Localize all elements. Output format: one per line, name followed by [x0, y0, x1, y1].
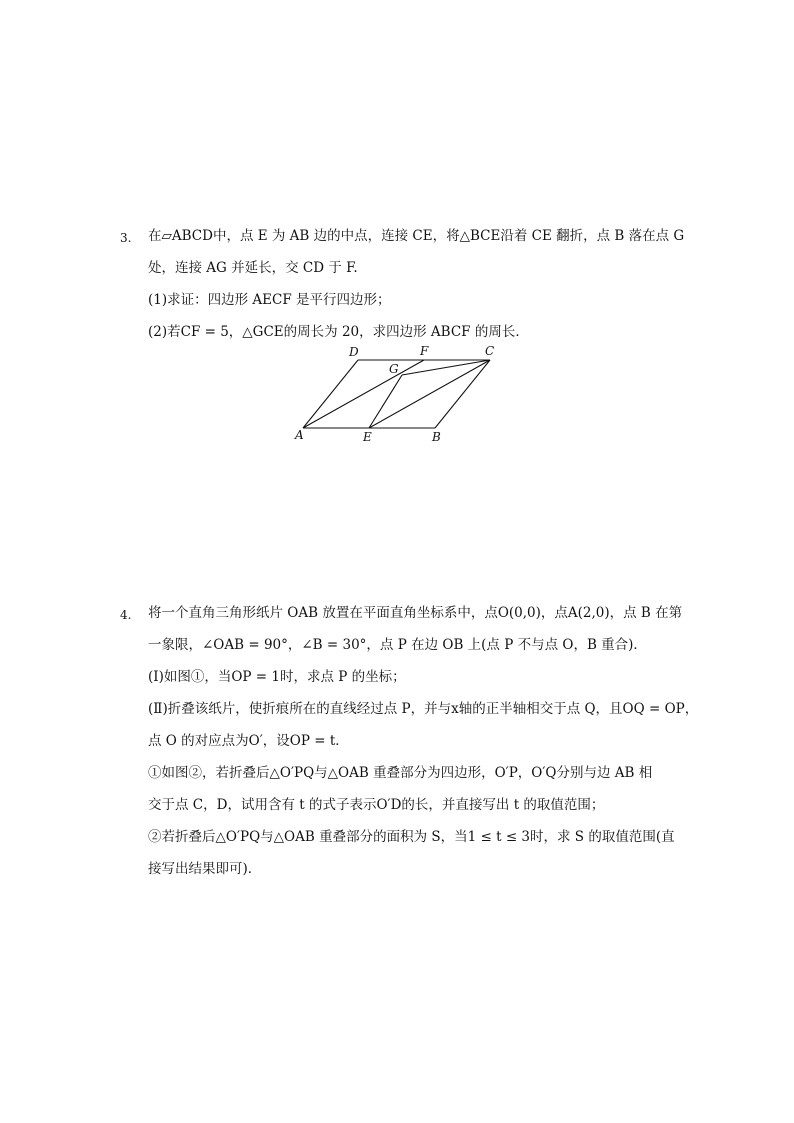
- problem-4-line-3: (Ⅰ)如图①，当OP = 1时，求点 P 的坐标；: [148, 669, 406, 685]
- segment-af: [303, 360, 424, 428]
- label-c: C: [485, 344, 495, 358]
- label-g: G: [389, 362, 399, 376]
- parallelogram-figure: [285, 340, 515, 450]
- label-d: D: [349, 345, 359, 359]
- problem-3-line-2: 处，连接 AG 并延长，交 CD 于 F.: [148, 260, 358, 276]
- problem-4-line-4: (Ⅱ)折叠该纸片，使折痕所在的直线经过点 P，并与x轴的正半轴相交于点 Q，且OQ = OP，: [148, 701, 699, 717]
- problem-3-part-2: (2)若CF = 5，△GCE的周长为 20，求四边形 ABCF 的周长．: [148, 324, 529, 340]
- label-b: B: [432, 430, 441, 444]
- problem-3-number: 3.: [120, 231, 132, 245]
- label-e: E: [363, 430, 372, 444]
- problem-4-line-6: ①如图②，若折叠后△O′PQ与△OAB 重叠部分为四边形，O′P，O′Q分别与边 AB 相: [148, 765, 653, 781]
- label-a: A: [295, 428, 304, 442]
- problem-4-line-9: 接写出结果即可)．: [148, 861, 262, 877]
- problem-4-line-8: ②若折叠后△O′PQ与△OAB 重叠部分的面积为 S，当1 ≤ t ≤ 3时，求 S 的取值范围(直: [148, 829, 675, 845]
- parallelogram-diagram: [285, 340, 515, 450]
- segment-eg: [369, 375, 402, 428]
- label-f: F: [420, 344, 429, 358]
- problem-4-number: 4.: [120, 608, 132, 622]
- problem-3-line-1: 在▱ABCD中，点 E 为 AB 边的中点，连接 CE，将△BCE沿着 CE 翻折，点 B 落在点 G: [148, 228, 685, 244]
- problem-4-line-7: 交于点 C，D，试用含有 t 的式子表示O′D的长，并直接写出 t 的取值范围；: [148, 797, 605, 813]
- segment-da: [303, 360, 358, 428]
- problem-4-line-2: 一象限，∠OAB = 90°，∠B = 30°，点 P 在边 OB 上(点 P 不与点 O，B 重合)．: [148, 637, 647, 653]
- segment-bc: [435, 360, 490, 428]
- problem-4-line-1: 将一个直角三角形纸片 OAB 放置在平面直角坐标系中，点O(0,0)，点A(2,0)，点 B 在第: [148, 605, 683, 621]
- problem-4-line-5: 点 O 的对应点为O′，设OP = t．: [148, 733, 349, 749]
- problem-3-part-1: (1)求证：四边形 AECF 是平行四边形；: [148, 292, 391, 308]
